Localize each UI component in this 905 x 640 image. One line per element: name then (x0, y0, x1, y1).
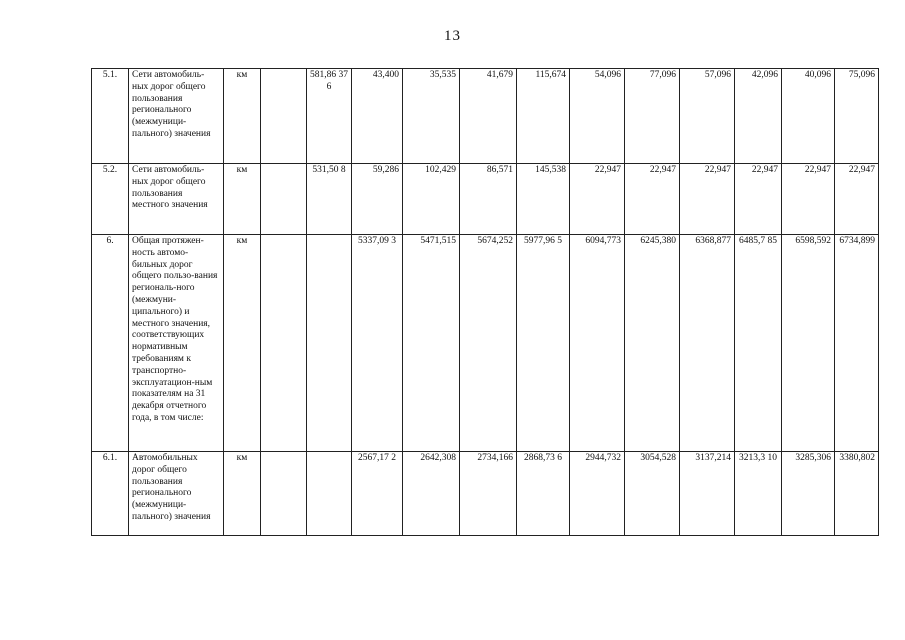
value-cell: 2642,308 (403, 452, 460, 536)
value-cell: 22,947 (735, 164, 782, 235)
value-cell (261, 235, 307, 452)
page-number: 13 (444, 28, 461, 44)
value-cell: 2944,732 (570, 452, 625, 536)
table-row (92, 452, 879, 536)
value-cell (261, 69, 307, 164)
value-cell: 3213,3 10 (735, 452, 782, 536)
value-cell: 2734,166 (460, 452, 517, 536)
value-cell: 22,947 (570, 164, 625, 235)
unit-cell: км (224, 235, 261, 452)
value-cell: 5977,96 5 (517, 235, 570, 452)
value-cell: 5471,515 (403, 235, 460, 452)
table-row (92, 69, 879, 164)
table-row (92, 235, 879, 452)
value-cell: 42,096 (735, 69, 782, 164)
unit-cell: км (224, 164, 261, 235)
value-cell: 6598,592 (782, 235, 835, 452)
indicator-name: Сети автомобиль-ных дорог общего пользования регионального (межмуници-пального) значения (129, 69, 224, 164)
unit-cell: км (224, 69, 261, 164)
value-cell: 86,571 (460, 164, 517, 235)
value-cell: 6368,877 (680, 235, 735, 452)
value-cell: 59,286 (352, 164, 403, 235)
indicator-name: Автомобильных дорог общего пользования регионального (межмуници-пального) значения (129, 452, 224, 536)
value-cell (261, 452, 307, 536)
value-cell: 102,429 (403, 164, 460, 235)
value-cell: 5674,252 (460, 235, 517, 452)
value-cell: 3137,214 (680, 452, 735, 536)
value-cell: 581,86 376 (307, 69, 352, 164)
value-cell: 75,096 (835, 69, 879, 164)
value-cell: 6485,7 85 (735, 235, 782, 452)
table-row (92, 164, 879, 235)
row-number: 6.1. (92, 452, 129, 536)
value-cell: 3380,802 (835, 452, 879, 536)
value-cell: 531,50 8 (307, 164, 352, 235)
unit-cell: км (224, 452, 261, 536)
row-number: 5.1. (92, 69, 129, 164)
value-cell: 43,400 (352, 69, 403, 164)
value-cell (307, 235, 352, 452)
value-cell: 54,096 (570, 69, 625, 164)
value-cell: 41,679 (460, 69, 517, 164)
value-cell: 2567,17 2 (352, 452, 403, 536)
value-cell: 115,674 (517, 69, 570, 164)
indicators-table (91, 68, 879, 536)
value-cell: 77,096 (625, 69, 680, 164)
value-cell: 22,947 (680, 164, 735, 235)
indicator-name: Сети автомобиль-ных дорог общего пользования местного значения (129, 164, 224, 235)
value-cell (307, 452, 352, 536)
value-cell: 22,947 (835, 164, 879, 235)
value-cell: 35,535 (403, 69, 460, 164)
value-cell: 40,096 (782, 69, 835, 164)
value-cell: 2868,73 6 (517, 452, 570, 536)
value-cell: 22,947 (625, 164, 680, 235)
value-cell: 22,947 (782, 164, 835, 235)
value-cell: 57,096 (680, 69, 735, 164)
indicator-name: Общая протяжен-ность автомо-бильных дорог общего пользо-вания региональ-ного (межмуни-ципального) и местного значения, соответствующих нормативным требованиям к транспортно-эксплуатацион-ным показателям на 31 декабря отчетного года, в том числе: (129, 235, 224, 452)
row-number: 5.2. (92, 164, 129, 235)
value-cell: 6094,773 (570, 235, 625, 452)
value-cell: 6734,899 (835, 235, 879, 452)
row-number: 6. (92, 235, 129, 452)
value-cell: 145,538 (517, 164, 570, 235)
value-cell: 6245,380 (625, 235, 680, 452)
value-cell: 5337,09 3 (352, 235, 403, 452)
value-cell: 3054,528 (625, 452, 680, 536)
value-cell: 3285,306 (782, 452, 835, 536)
value-cell (261, 164, 307, 235)
